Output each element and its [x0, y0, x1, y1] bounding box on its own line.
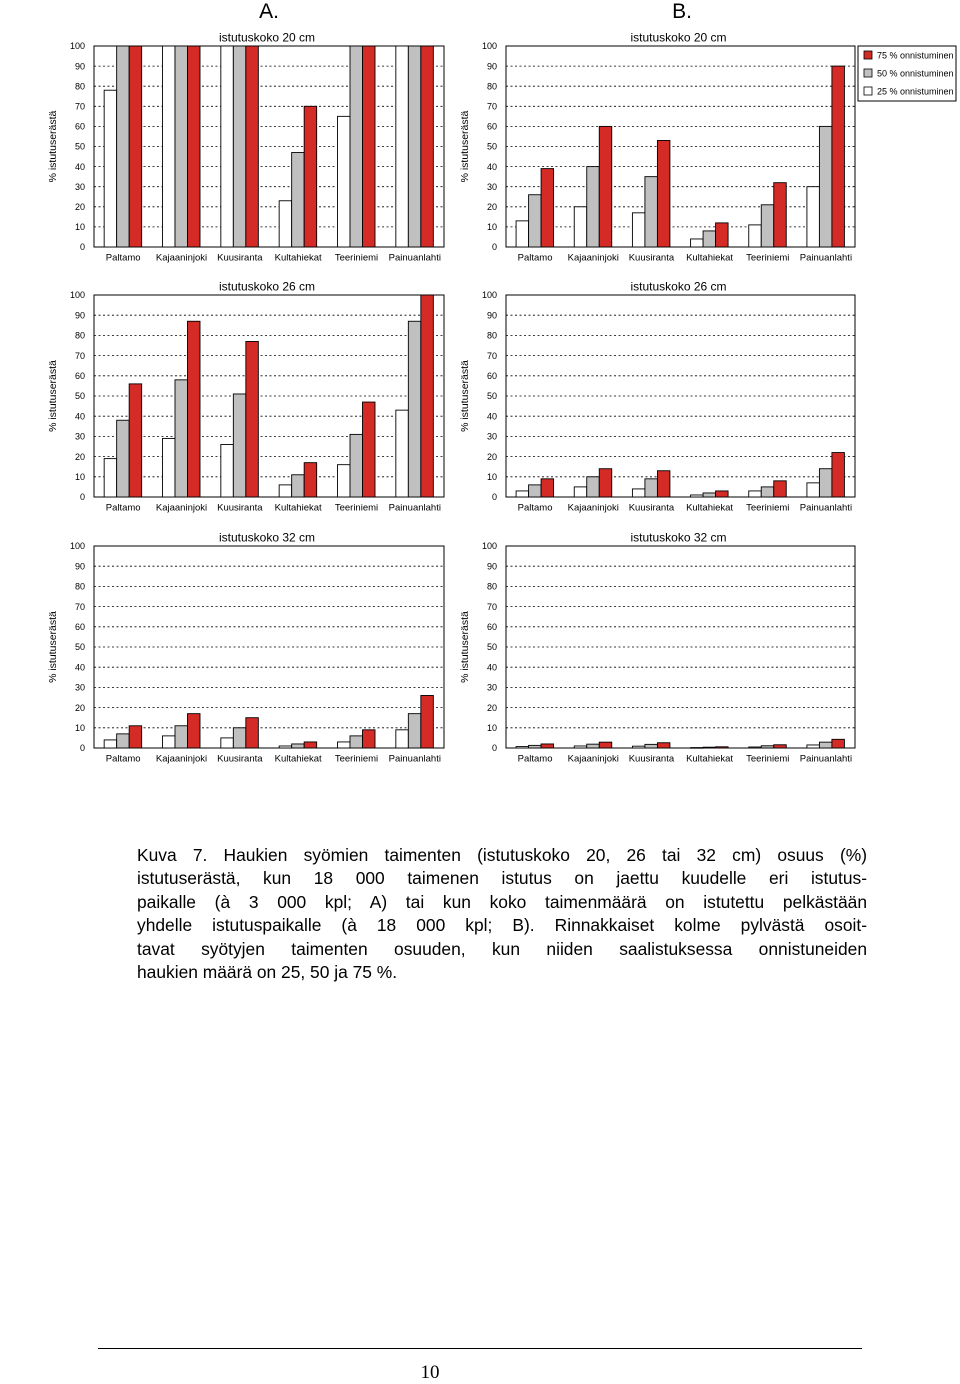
x-category-label: Teeriniemi [334, 252, 379, 264]
chart-panel-a-20 [47, 0, 444, 264]
bar-p25 [338, 116, 351, 247]
bar-p25 [279, 201, 292, 247]
page-number: 10 [420, 1362, 440, 1383]
bar-p50 [350, 46, 363, 247]
y-tick-label: 70 [486, 101, 497, 112]
bar-p75 [657, 743, 670, 748]
x-category-label: Teeriniemi [746, 252, 790, 264]
x-category-label: Kajaaninjoki [155, 252, 208, 264]
y-tick-label: 10 [486, 222, 497, 233]
bar-p50 [233, 46, 246, 247]
bar-p75 [541, 744, 554, 748]
y-tick-label: 0 [79, 743, 85, 754]
bar-p25 [807, 187, 820, 247]
y-tick-label: 50 [486, 391, 497, 402]
bar-p50 [587, 744, 600, 748]
y-tick-label: 20 [74, 702, 85, 713]
bar-p25 [396, 46, 409, 247]
bar-p75 [657, 140, 670, 247]
bar-p50 [117, 46, 129, 247]
bar-p25 [221, 444, 234, 497]
bar-p75 [541, 169, 554, 247]
bar-p25 [574, 207, 587, 247]
y-tick-label: 20 [486, 451, 497, 462]
y-axis-label: % istutuserästä [47, 110, 59, 183]
bar-p25 [221, 738, 234, 748]
y-tick-label: 40 [486, 161, 497, 172]
bar-p25 [691, 495, 704, 497]
bar-p25 [749, 225, 762, 247]
y-tick-label: 60 [486, 371, 497, 381]
footer-rule [98, 1348, 862, 1349]
bar-p50 [292, 744, 305, 748]
y-tick-label: 70 [74, 601, 85, 612]
y-tick-label: 20 [486, 702, 497, 713]
y-axis-label: % istutuserästä [459, 611, 471, 683]
y-tick-label: 100 [69, 41, 85, 52]
chart-title: istutuskoko 26 cm [218, 279, 316, 294]
y-tick-label: 30 [486, 431, 497, 442]
y-tick-label: 90 [486, 61, 497, 72]
y-tick-label: 30 [74, 181, 85, 192]
y-tick-label: 40 [486, 662, 497, 673]
chart-panel-b-32 [459, 531, 855, 765]
legend-swatch [864, 51, 872, 59]
legend-swatch [864, 69, 872, 77]
bar-p75 [304, 463, 317, 497]
y-tick-label: 50 [486, 141, 497, 152]
chart-panel-b-26 [459, 280, 855, 514]
bar-p25 [338, 742, 351, 748]
y-tick-label: 0 [79, 492, 85, 503]
column-label: B. [672, 0, 692, 23]
legend-label: 75 % onnistuminen [877, 50, 954, 61]
y-tick-label: 80 [486, 81, 497, 92]
bar-p75 [129, 384, 142, 497]
y-tick-label: 90 [74, 310, 85, 321]
bar-p75 [246, 341, 258, 497]
bar-p25 [574, 487, 587, 497]
x-category-label: Kultahiekat [274, 252, 322, 264]
bar-p25 [104, 90, 117, 247]
bar-p25 [691, 239, 704, 247]
y-tick-label: 80 [74, 581, 85, 592]
y-tick-label: 0 [491, 743, 497, 754]
x-category-label: Painuanlahti [799, 502, 853, 514]
y-tick-label: 70 [74, 101, 85, 112]
bar-p50 [645, 744, 658, 748]
x-category-label: Kuusiranta [628, 502, 675, 514]
x-category-label: Paltamo [517, 252, 553, 264]
y-tick-label: 40 [486, 411, 497, 422]
column-label: A. [259, 0, 279, 23]
y-tick-label: 50 [74, 642, 85, 653]
y-tick-label: 90 [486, 310, 497, 321]
bar-p50 [761, 205, 774, 247]
bar-p25 [516, 491, 529, 497]
y-tick-label: 60 [74, 371, 85, 381]
figure-caption [137, 844, 867, 984]
y-tick-label: 60 [74, 121, 85, 132]
x-category-label: Painuanlahti [799, 753, 853, 765]
bar-p25 [396, 410, 409, 497]
bar-p50 [529, 195, 542, 247]
x-category-label: Paltamo [517, 753, 553, 765]
legend-label: 50 % onnistuminen [877, 68, 954, 79]
bar-p25 [632, 489, 645, 497]
bar-p50 [703, 493, 716, 497]
bar-p50 [761, 487, 774, 497]
bar-p25 [632, 213, 645, 247]
chart-title: istutuskoko 26 cm [630, 279, 727, 294]
y-tick-label: 30 [74, 682, 85, 693]
chart-legend [858, 46, 956, 101]
bar-p75 [421, 46, 434, 247]
x-category-label: Kultahiekat [274, 753, 322, 765]
bar-p75 [129, 726, 142, 748]
y-tick-label: 0 [491, 492, 497, 503]
x-category-label: Kajaaninjoki [567, 753, 619, 765]
bar-p25 [221, 46, 234, 247]
y-tick-label: 50 [74, 391, 85, 402]
bar-p25 [691, 748, 704, 749]
y-tick-label: 60 [486, 121, 497, 132]
y-tick-label: 90 [74, 561, 85, 572]
caption-line: istutuserästä, kun 18 000 taimenen istutus on jaettu kuudelle eri istutus- [137, 868, 867, 889]
bar-p25 [516, 747, 529, 748]
x-category-label: Kajaaninjoki [567, 502, 619, 514]
bar-p50 [761, 746, 774, 748]
y-tick-label: 100 [69, 290, 85, 301]
bar-p75 [774, 183, 787, 247]
x-category-label: Painuanlahti [388, 502, 441, 514]
bar-p75 [188, 714, 201, 748]
bar-p25 [163, 46, 176, 247]
bar-p50 [292, 475, 305, 497]
y-tick-label: 80 [74, 330, 85, 341]
y-tick-label: 80 [486, 330, 497, 341]
y-tick-label: 20 [74, 451, 85, 462]
bar-p50 [117, 734, 129, 748]
bar-p75 [716, 747, 729, 748]
caption-line: Kuva 7. Haukien syömien taimenten (istutuskoko 20, 26 tai 32 cm) osuus (%) [137, 845, 867, 865]
bar-p25 [632, 746, 645, 748]
x-category-label: Kajaaninjoki [155, 753, 208, 765]
bar-p75 [304, 106, 317, 247]
bar-p25 [279, 746, 292, 748]
x-category-label: Paltamo [517, 502, 553, 514]
y-tick-label: 60 [74, 622, 85, 632]
y-tick-label: 40 [74, 662, 85, 673]
bar-p75 [832, 453, 845, 497]
y-axis-label: % istutuserästä [47, 360, 59, 432]
y-axis-label: % istutuserästä [459, 360, 471, 432]
chart-panel-b-20 [459, 0, 956, 264]
bar-p25 [104, 740, 117, 748]
bar-p25 [749, 491, 762, 497]
bar-p25 [396, 730, 409, 748]
y-tick-label: 90 [74, 61, 85, 72]
x-category-label: Kajaaninjoki [155, 502, 208, 514]
x-category-label: Teeriniemi [334, 753, 379, 765]
bar-p50 [819, 469, 832, 497]
y-tick-label: 40 [74, 161, 85, 172]
legend-swatch [864, 87, 872, 95]
x-category-label: Paltamo [105, 502, 141, 514]
x-category-label: Painuanlahti [388, 753, 441, 765]
bar-p75 [421, 695, 434, 748]
bar-p50 [408, 46, 421, 247]
chart-panel-a-26 [47, 280, 444, 514]
y-tick-label: 60 [486, 622, 497, 632]
bar-p25 [574, 746, 587, 748]
bar-p75 [363, 46, 376, 247]
bar-p50 [703, 747, 716, 748]
y-tick-label: 0 [79, 242, 85, 253]
x-category-label: Kultahiekat [686, 753, 734, 765]
chart-title: istutuskoko 20 cm [630, 30, 727, 45]
bar-p50 [350, 434, 363, 497]
chart-title: istutuskoko 20 cm [218, 30, 316, 45]
bar-p25 [516, 221, 529, 247]
bar-p50 [175, 46, 188, 247]
y-tick-label: 80 [74, 81, 85, 92]
bar-p50 [292, 153, 305, 247]
chart-title: istutuskoko 32 cm [218, 530, 316, 545]
bar-p75 [541, 479, 554, 497]
bar-p75 [188, 46, 201, 247]
bar-p75 [774, 745, 787, 748]
bar-p50 [408, 321, 421, 497]
bar-p25 [279, 485, 292, 497]
y-tick-label: 30 [486, 682, 497, 693]
y-tick-label: 10 [74, 472, 85, 482]
bar-p75 [599, 742, 612, 748]
y-tick-label: 100 [481, 541, 497, 552]
y-tick-label: 10 [74, 723, 85, 733]
bar-p75 [421, 295, 434, 497]
x-category-label: Paltamo [105, 753, 141, 765]
x-category-label: Kuusiranta [628, 753, 675, 765]
bar-p50 [529, 745, 542, 748]
bar-p25 [807, 745, 820, 748]
legend-label: 25 % onnistuminen [877, 86, 954, 97]
bar-p50 [175, 380, 188, 497]
plot-frame [506, 295, 855, 497]
bar-p25 [163, 736, 176, 748]
bar-p75 [599, 126, 612, 247]
bar-p25 [749, 747, 762, 748]
caption-line: paikalle (à 3 000 kpl; A) tai kun koko taimenmäärä on istutettu pelkästään [137, 891, 867, 912]
bar-p75 [363, 730, 376, 748]
bar-p25 [104, 459, 117, 497]
y-tick-label: 10 [486, 723, 497, 733]
y-tick-label: 30 [486, 181, 497, 192]
bar-p25 [807, 483, 820, 497]
bar-p75 [716, 223, 729, 247]
y-tick-label: 70 [486, 350, 497, 361]
plot-frame [506, 546, 855, 748]
bar-p75 [246, 718, 258, 748]
x-category-label: Paltamo [105, 252, 141, 264]
bar-p75 [599, 469, 612, 497]
bar-p75 [188, 321, 201, 497]
y-tick-label: 10 [74, 222, 85, 233]
bar-p50 [117, 420, 129, 497]
chart-title: istutuskoko 32 cm [630, 530, 727, 545]
caption-line: tavat syötyjen taimenten osuuden, kun niiden saalistuksessa onnistuneiden [137, 938, 867, 959]
y-tick-label: 70 [74, 350, 85, 361]
y-tick-label: 90 [486, 561, 497, 572]
bar-p75 [832, 739, 845, 748]
plot-frame [506, 46, 855, 247]
bar-p50 [529, 485, 542, 497]
x-category-label: Kuusiranta [217, 252, 263, 264]
y-tick-label: 10 [486, 472, 497, 482]
y-axis-label: % istutuserästä [459, 110, 471, 183]
bar-p50 [645, 479, 658, 497]
bar-p50 [587, 477, 600, 497]
bar-p50 [350, 736, 363, 748]
x-category-label: Kajaaninjoki [567, 252, 619, 264]
y-tick-label: 50 [486, 642, 497, 653]
bar-p75 [832, 66, 845, 247]
x-category-label: Teeriniemi [746, 502, 790, 514]
bar-p50 [175, 726, 188, 748]
x-category-label: Teeriniemi [746, 753, 790, 765]
y-tick-label: 30 [74, 431, 85, 442]
x-category-label: Kultahiekat [274, 502, 322, 514]
chart-panel-a-32 [47, 531, 444, 765]
y-tick-label: 70 [486, 601, 497, 612]
x-category-label: Kuusiranta [628, 252, 675, 264]
bar-p75 [246, 46, 258, 247]
y-tick-label: 80 [486, 581, 497, 592]
x-category-label: Painuanlahti [799, 252, 853, 264]
bar-p75 [657, 471, 670, 497]
x-category-label: Teeriniemi [334, 502, 379, 514]
bar-p50 [408, 714, 421, 748]
x-category-label: Kultahiekat [686, 252, 734, 264]
x-category-label: Painuanlahti [388, 252, 441, 264]
bar-p75 [774, 481, 787, 497]
bar-p75 [304, 742, 317, 748]
x-category-label: Kuusiranta [217, 753, 263, 765]
caption-line: haukien määrä on 25, 50 ja 75 %. [137, 962, 398, 983]
x-category-label: Kultahiekat [686, 502, 734, 514]
y-tick-label: 50 [74, 141, 85, 152]
bar-p25 [338, 465, 351, 497]
y-tick-label: 100 [481, 290, 497, 301]
bar-p50 [645, 177, 658, 247]
caption-line: yhdelle istutuspaikalle (à 18 000 kpl; B). Rinnakkaiset kolme pylvästä osoit- [137, 915, 867, 936]
y-tick-label: 40 [74, 411, 85, 422]
bar-p50 [233, 728, 246, 748]
y-axis-label: % istutuserästä [47, 611, 59, 683]
bar-p25 [163, 438, 176, 497]
bar-p50 [819, 126, 832, 247]
bar-p50 [819, 742, 832, 748]
y-tick-label: 20 [486, 202, 497, 212]
bar-p75 [363, 402, 376, 497]
bar-p50 [703, 231, 716, 247]
y-tick-label: 20 [74, 202, 85, 212]
bar-p75 [129, 46, 142, 247]
bar-p50 [587, 167, 600, 247]
bar-p50 [233, 394, 246, 497]
y-tick-label: 100 [69, 541, 85, 552]
bar-p75 [716, 491, 729, 497]
x-category-label: Kuusiranta [217, 502, 263, 514]
y-tick-label: 0 [491, 242, 497, 253]
y-tick-label: 100 [481, 41, 497, 52]
